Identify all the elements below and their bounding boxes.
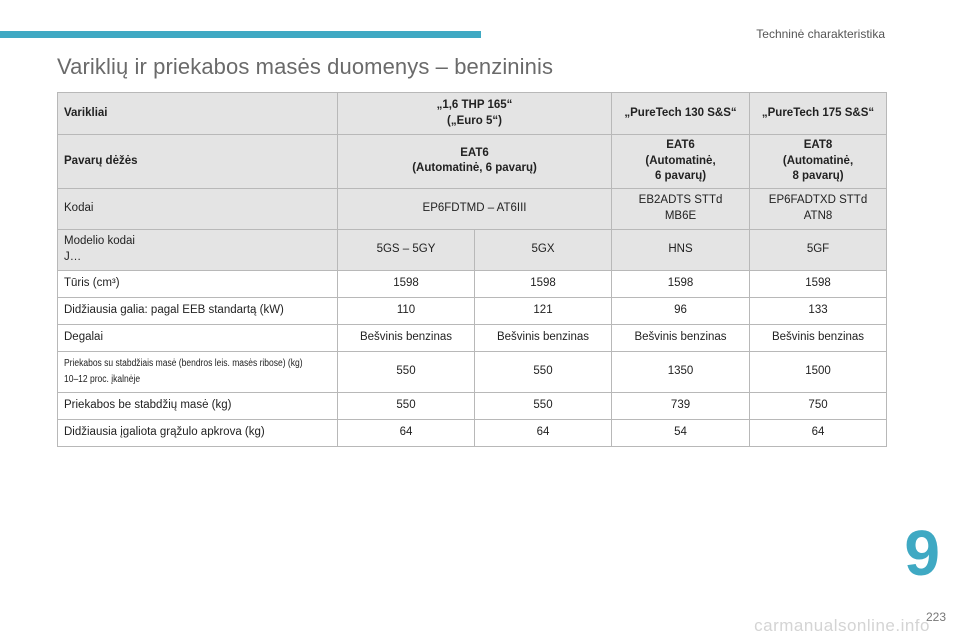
page-title: Variklių ir priekabos masės duomenys – benzininis — [57, 54, 554, 79]
table-cell: 96 — [612, 297, 750, 324]
engine-spec-table — [57, 92, 887, 447]
header-accent-bar — [0, 31, 481, 38]
table-row-engines — [58, 93, 887, 135]
table-cell: Bešvinis benzinas — [338, 324, 475, 351]
table-cell: 1598 — [612, 270, 750, 297]
row-label: Modelio kodai J… — [58, 229, 338, 270]
table-cell: 121 — [475, 297, 612, 324]
chapter-number: 9 — [904, 517, 940, 589]
table-cell: 550 — [338, 392, 475, 419]
row-label: Tūris (cm³) — [58, 270, 338, 297]
table-row — [58, 392, 887, 419]
gearbox-cell: EAT6 (Automatinė, 6 pavarų) — [612, 135, 750, 189]
code-cell: EP6FADTXD STTd ATN8 — [750, 188, 887, 229]
table-row — [58, 351, 887, 392]
table-cell: 750 — [750, 392, 887, 419]
table-cell: 550 — [475, 392, 612, 419]
row-label: Varikliai — [58, 93, 338, 135]
engine-cell: „PureTech 175 S&S“ — [750, 93, 887, 135]
gearbox-cell: EAT8 (Automatinė, 8 pavarų) — [750, 135, 887, 189]
table-cell: 1500 — [750, 351, 887, 392]
watermark: carmanualsonline.info — [754, 616, 930, 635]
table-row — [58, 419, 887, 446]
table-cell: 550 — [338, 351, 475, 392]
table-cell: 5GS – 5GY — [338, 229, 475, 270]
table-cell: 110 — [338, 297, 475, 324]
table-cell: HNS — [612, 229, 750, 270]
row-label: Priekabos be stabdžių masė (kg) — [58, 392, 338, 419]
section-header: Techninė charakteristika — [756, 27, 885, 41]
row-label: Degalai — [58, 324, 338, 351]
code-cell: EB2ADTS STTd MB6E — [612, 188, 750, 229]
code-cell: EP6FDTMD – AT6III — [338, 188, 612, 229]
engine-cell: „PureTech 130 S&S“ — [612, 93, 750, 135]
engine-cell: „1,6 THP 165“ („Euro 5“) — [338, 93, 612, 135]
row-label: Priekabos su stabdžiais masė (bendros leis. masės ribose) (kg) 10–12 proc. įkalnėje — [58, 351, 338, 392]
table-row — [58, 270, 887, 297]
table-cell: 5GF — [750, 229, 887, 270]
table-cell: 64 — [750, 419, 887, 446]
table-cell: 5GX — [475, 229, 612, 270]
table-row-model-codes — [58, 229, 887, 270]
row-label: Pavarų dėžės — [58, 135, 338, 189]
table-row — [58, 324, 887, 351]
row-label: Kodai — [58, 188, 338, 229]
table-cell: 64 — [338, 419, 475, 446]
table-cell: 550 — [475, 351, 612, 392]
table-cell: 1598 — [338, 270, 475, 297]
table-cell: Bešvinis benzinas — [612, 324, 750, 351]
row-label: Didžiausia įgaliota grąžulo apkrova (kg) — [58, 419, 338, 446]
gearbox-cell: EAT6 (Automatinė, 6 pavarų) — [338, 135, 612, 189]
page-number: 223 — [925, 610, 946, 624]
table-cell: 133 — [750, 297, 887, 324]
table-cell: 739 — [612, 392, 750, 419]
table-cell: 1598 — [475, 270, 612, 297]
table-row-codes — [58, 188, 887, 229]
table-cell: 54 — [612, 419, 750, 446]
row-label: Didžiausia galia: pagal EEB standartą (kW) — [58, 297, 338, 324]
table-cell: Bešvinis benzinas — [475, 324, 612, 351]
table-cell: Bešvinis benzinas — [750, 324, 887, 351]
table-row — [58, 297, 887, 324]
table-row-gearbox — [58, 135, 887, 189]
table-cell: 64 — [475, 419, 612, 446]
table-cell: 1350 — [612, 351, 750, 392]
table-cell: 1598 — [750, 270, 887, 297]
